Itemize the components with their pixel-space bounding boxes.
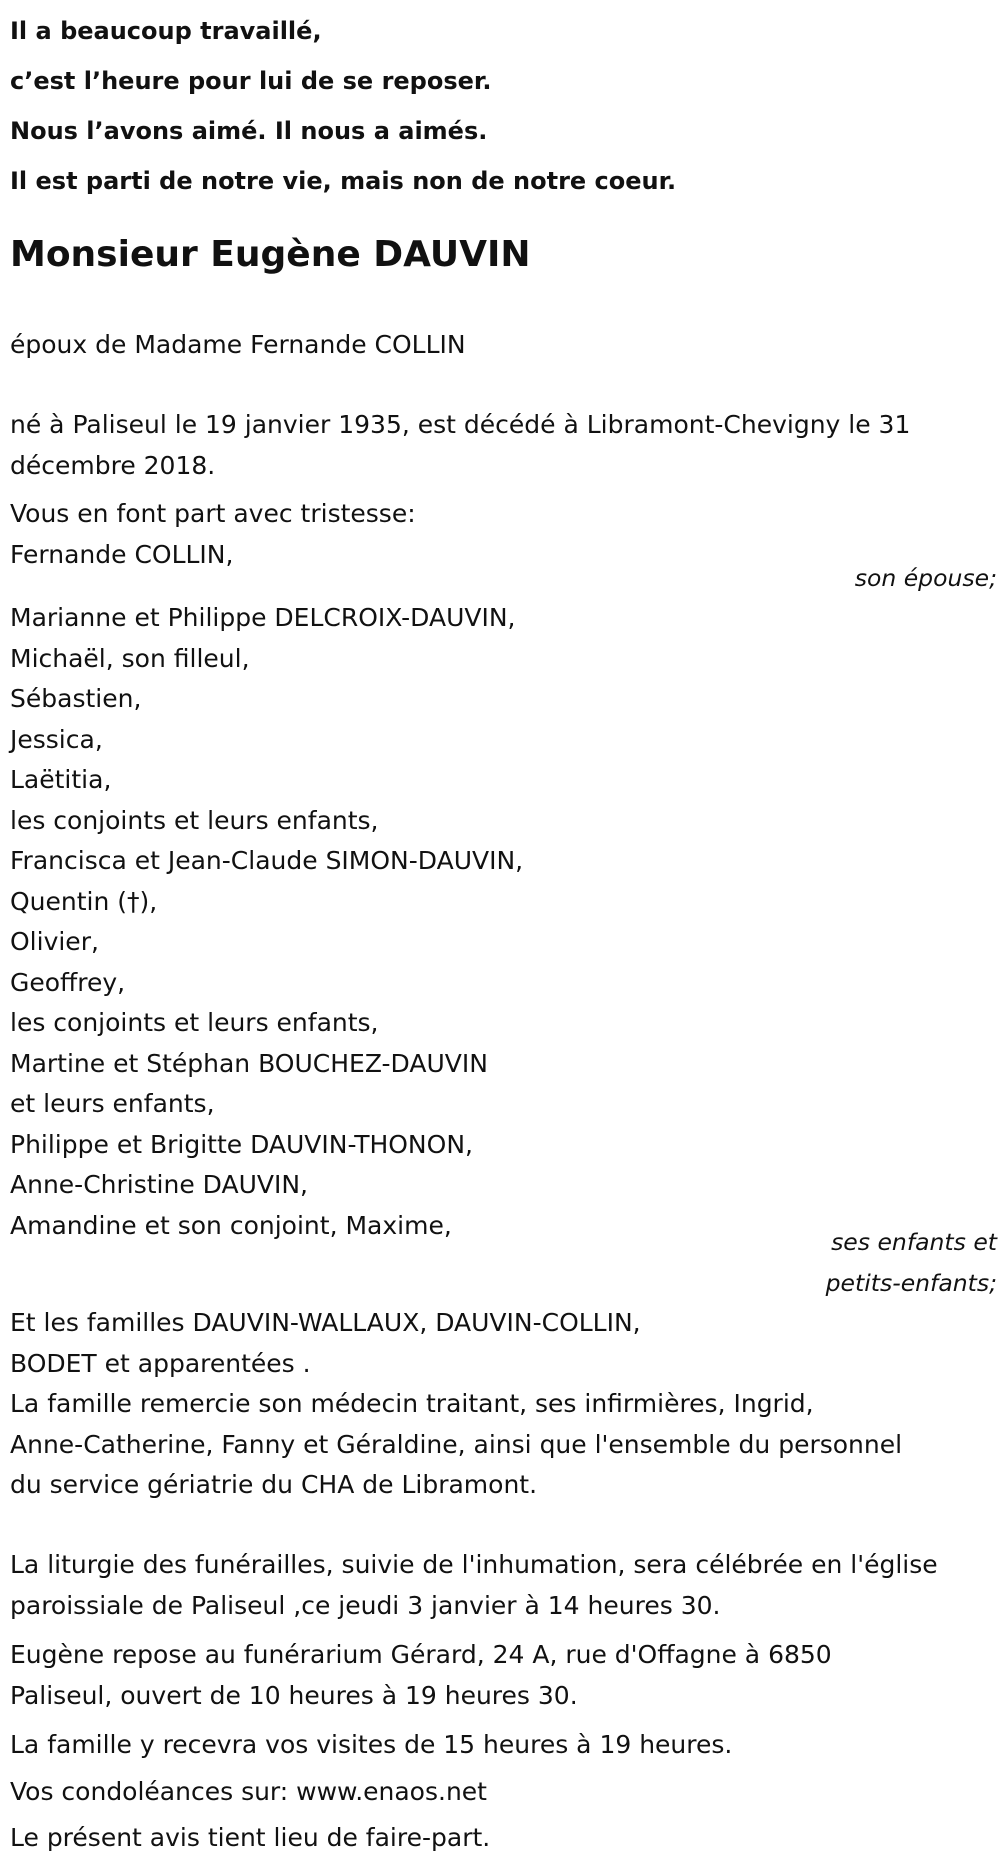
thanks-line: La famille remercie son médecin traitant, ses infirmières, Ingrid, xyxy=(10,1389,814,1418)
family-member: Amandine et son conjoint, Maxime, xyxy=(10,1210,452,1240)
rest-line: Eugène repose au funérarium Gérard, 24 A, rue d'Offagne à 6850 xyxy=(10,1640,832,1669)
family-role-line: ses enfants et xyxy=(831,1228,997,1256)
visits xyxy=(10,1725,1000,1766)
poem-line: c’est l’heure pour lui de se reposer. xyxy=(10,67,492,95)
birth-death-line: décembre 2018. xyxy=(10,450,216,480)
liturgy-line: paroissiale de Paliseul ,ce jeudi 3 janvier à 14 heures 30. xyxy=(10,1590,721,1620)
announce-text: Vous en font part avec tristesse: xyxy=(10,499,416,528)
announce-block xyxy=(10,494,1000,575)
liturgy-line: La liturgie des funérailles, suivie de l'inhumation, sera célébrée en l'église xyxy=(10,1550,938,1579)
relatives-line: BODET et apparentées . xyxy=(10,1348,311,1378)
poem-line: Il a beaucoup travaillé, xyxy=(10,17,322,45)
liturgy xyxy=(10,1545,1000,1626)
family-role xyxy=(826,1222,997,1303)
deceased-name: Monsieur Eugène DAUVIN xyxy=(10,234,531,275)
relatives-line: Et les familles DAUVIN-WALLAUX, DAUVIN-COLLIN, xyxy=(10,1308,641,1337)
family-member: les conjoints et leurs enfants, xyxy=(10,805,379,835)
family-member: Quentin (†), xyxy=(10,886,158,916)
wife-role: son épouse; xyxy=(854,564,997,592)
poem-line: Nous l’avons aimé. Il nous a aimés. xyxy=(10,117,488,145)
thanks-line: du service gériatrie du CHA de Libramont. xyxy=(10,1470,538,1499)
notice xyxy=(10,1818,1000,1859)
thanks-line: Anne-Catherine, Fanny et Géraldine, ainsi que l'ensemble du personnel xyxy=(10,1429,903,1459)
family-member: Geoffrey, xyxy=(10,967,126,997)
family-member: Marianne et Philippe DELCROIX-DAUVIN, xyxy=(10,603,516,632)
visits-line: La famille y recevra vos visites de 15 heures à 19 heures. xyxy=(10,1730,733,1759)
family-member: et leurs enfants, xyxy=(10,1089,215,1118)
birth-death xyxy=(10,405,1000,486)
family-list xyxy=(10,598,1000,1246)
rest-info xyxy=(10,1635,1000,1716)
family-member: les conjoints et leurs enfants, xyxy=(10,1008,379,1037)
family-member: Sébastien, xyxy=(10,684,142,713)
family-role-line: petits-enfants; xyxy=(825,1268,997,1297)
poem xyxy=(10,6,1000,206)
family-member: Olivier, xyxy=(10,927,99,956)
family-member: Michaël, son filleul, xyxy=(10,643,250,673)
notice-line: Le présent avis tient lieu de faire-part. xyxy=(10,1823,491,1852)
birth-death-line: né à Paliseul le 19 janvier 1935, est décédé à Libramont-Chevigny le 31 xyxy=(10,410,911,439)
condolences xyxy=(10,1772,1000,1813)
wife-name: Fernande COLLIN, xyxy=(10,539,234,569)
spouse-line xyxy=(10,325,1000,366)
rest-line: Paliseul, ouvert de 10 heures à 19 heures 30. xyxy=(10,1680,578,1710)
family-member: Jessica, xyxy=(10,724,103,754)
spouse-text: époux de Madame Fernande COLLIN xyxy=(10,330,466,359)
family-member: Laëtitia, xyxy=(10,765,112,794)
family-member: Anne-Christine DAUVIN, xyxy=(10,1170,308,1199)
family-member: Philippe et Brigitte DAUVIN-THONON, xyxy=(10,1129,473,1159)
poem-line: Il est parti de notre vie, mais non de notre coeur. xyxy=(10,167,677,195)
condolences-line: Vos condoléances sur: www.enaos.net xyxy=(10,1777,487,1806)
relatives-and-thanks xyxy=(10,1303,1000,1506)
family-member: Francisca et Jean-Claude SIMON-DAUVIN, xyxy=(10,846,524,875)
family-member: Martine et Stéphan BOUCHEZ-DAUVIN xyxy=(10,1048,488,1078)
